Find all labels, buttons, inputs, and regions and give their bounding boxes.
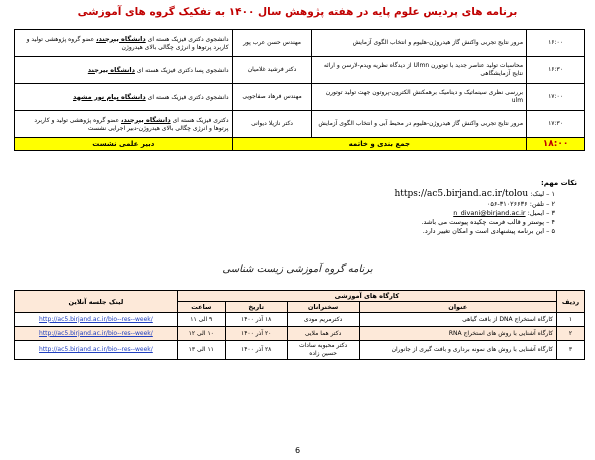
university-name: دانشگاه بیرجند (87, 65, 135, 74)
row-link-cell (15, 313, 178, 327)
row-num: ۲ (557, 327, 585, 341)
email-link[interactable]: n_divani@birjand.ac.ir (453, 209, 526, 217)
session-topic: بررسی نظری سینماتیک و دینامیک برهمکنش الکترون-پروتون جهت تولید توتورن ulm (312, 84, 527, 111)
schedule-row (15, 84, 585, 111)
affiliation-text: دانشجوی پسا دکتری فیزیک هسته ای (136, 66, 229, 74)
note-value: https://ac5.birjand.ac.ir/tolou (394, 189, 529, 199)
page-number: 6 (294, 446, 301, 455)
table-row (15, 341, 585, 360)
session-link[interactable]: http://ac5.birjand.ac.ir/bio--res--week/ (39, 346, 153, 353)
row-date: ۲۰ آذر ۱۴۰۰ (225, 327, 287, 341)
session-affiliation (15, 84, 233, 111)
row-title: کارگاه آشنایی با روش های نمونه برداری و بافت گیری از جانوران (359, 341, 557, 360)
header-speaker: سخنرانان (287, 302, 359, 313)
row-time: ۱۰ الی ۱۲ (177, 327, 225, 341)
header-link: لینک جلسه آنلاین (15, 291, 178, 313)
session-speaker: مهندس حسن عرب پور (232, 30, 312, 57)
closing-row (15, 138, 585, 151)
session-affiliation (15, 30, 233, 57)
session-link[interactable]: http://ac5.birjand.ac.ir/bio--res--week/ (39, 315, 153, 323)
session-topic: مرور نتایج تجربی واکنش گاز هیدروژن-هلیوم در محیط آبی و انتخاب الگوی آزمایش (312, 111, 527, 138)
note-link (14, 189, 585, 199)
row-title: کارگاه آشنایی با روش های استخراج RNA (359, 327, 557, 341)
schedule-table (14, 29, 585, 151)
note-label: ۴ – پوستر و قالب فرمت چکیده پیوست می باشد. (421, 218, 555, 226)
notes-heading: نکات مهم: (540, 179, 577, 187)
session-speaker: دکتر نازیلا دیوانی (232, 111, 312, 138)
table-row (15, 313, 585, 327)
note-disclaimer (14, 227, 585, 235)
session-affiliation (15, 57, 233, 84)
schedule-row (15, 57, 585, 84)
closing-role: دبیر علمی نشست (15, 138, 233, 151)
header-title: عنوان (359, 302, 557, 313)
affiliation-text: دانشجوی دکتری فیزیک هسته ای (147, 93, 229, 101)
session-topic: محاسبات تولید عناصر جدید با توتورن Ulmn از دیدگاه نظریه ویدم-لارسن و ارائه نتایج آزمایشگاهی (312, 57, 527, 84)
note-email (14, 209, 585, 217)
header-time: ساعت (177, 302, 225, 313)
session-affiliation (15, 111, 233, 138)
session-time: ۱۷:۳۰ (527, 111, 585, 138)
session-time: ۱۶:۰۰ (527, 30, 585, 57)
closing-time: ۱۸:۰۰ (527, 138, 585, 151)
note-label: ۲ – تلفن: (529, 200, 555, 208)
row-speaker: دکتر هما ملایی (287, 327, 359, 341)
row-date: ۱۸ آذر ۱۴۰۰ (225, 313, 287, 327)
session-link[interactable]: http://ac5.birjand.ac.ir/bio--res--week/ (39, 329, 153, 337)
university-name: دانشگاه بیرجند، (96, 34, 146, 43)
university-name: دانشگاه پیام نور مشهد (73, 92, 146, 101)
affiliation-text: دانشجوی دکتری فیزیک هسته ای (147, 35, 229, 43)
note-label: ۵ – این برنامه پیشنهادی است و امکان تغییر دارد. (422, 227, 555, 235)
header-num: ردیف (557, 291, 585, 313)
schedule-row (15, 111, 585, 138)
note-value: ۰۵۶-۳۱۰۲۶۶۳۶ (486, 200, 528, 208)
row-title: کارگاه استخراج DNA از بافت گیاهی (359, 313, 557, 327)
page-title: برنامه های پردیس علوم پایه در هفته پژوهش سال ۱۴۰۰ به تفکیک گروه های آموزشی (77, 6, 518, 18)
row-speaker: دکترمریم مودی (287, 313, 359, 327)
row-speaker: دکتر محبوبه سادات حسین زاده (287, 341, 359, 360)
workshops-group-header: کارگاه های آموزشی (177, 291, 556, 302)
closing-topic: جمع بندی و خاتمه (232, 138, 526, 151)
affiliation-text: دکتری فیزیک هسته ای (172, 116, 229, 124)
note-label: ۱ – لینک: (530, 190, 555, 198)
session-time: ۱۷:۰۰ (527, 84, 585, 111)
session-speaker: مهندس فرهاد صفاجویی (232, 84, 312, 111)
row-link-cell (15, 341, 178, 360)
row-link-cell (15, 327, 178, 341)
important-notes (14, 179, 585, 236)
workshops-table (14, 290, 585, 360)
note-poster (14, 218, 585, 226)
note-phone (14, 200, 585, 208)
affiliation-detail: عضو گروه پژوهشی تولید و کاربرد پرتوها و انرژی چگالی بالای هیدروژن-دبیر اجرایی نشست (34, 116, 229, 132)
session-speaker: دکتر فرشید غلامیان (232, 57, 312, 84)
note-label: ۳ – ایمیل: (527, 209, 555, 217)
workshops-group-header-row (15, 291, 585, 302)
program-title: برنامه گروه آموزشی زیست شناسی (222, 264, 373, 275)
session-topic: مرور نتایج تجربی واکنش گاز هیدروژن-هلیوم و انتخاب الگوی آزمایش (312, 30, 527, 57)
schedule-row (15, 30, 585, 57)
row-num: ۱ (557, 313, 585, 327)
affiliation-detail: عضو گروه پژوهشی تولید و کاربرد پرتوها و انرژی چگالی بالای هیدروژن (26, 35, 229, 51)
table-row (15, 327, 585, 341)
row-time: ۹ الی ۱۱ (177, 313, 225, 327)
session-time: ۱۶:۳۰ (527, 57, 585, 84)
header-date: تاریخ (225, 302, 287, 313)
row-date: ۲۸ آذر ۱۴۰۰ (225, 341, 287, 360)
row-num: ۳ (557, 341, 585, 360)
university-name: دانشگاه بیرجند، (121, 115, 171, 124)
row-time: ۱۱ الی ۱۳ (177, 341, 225, 360)
